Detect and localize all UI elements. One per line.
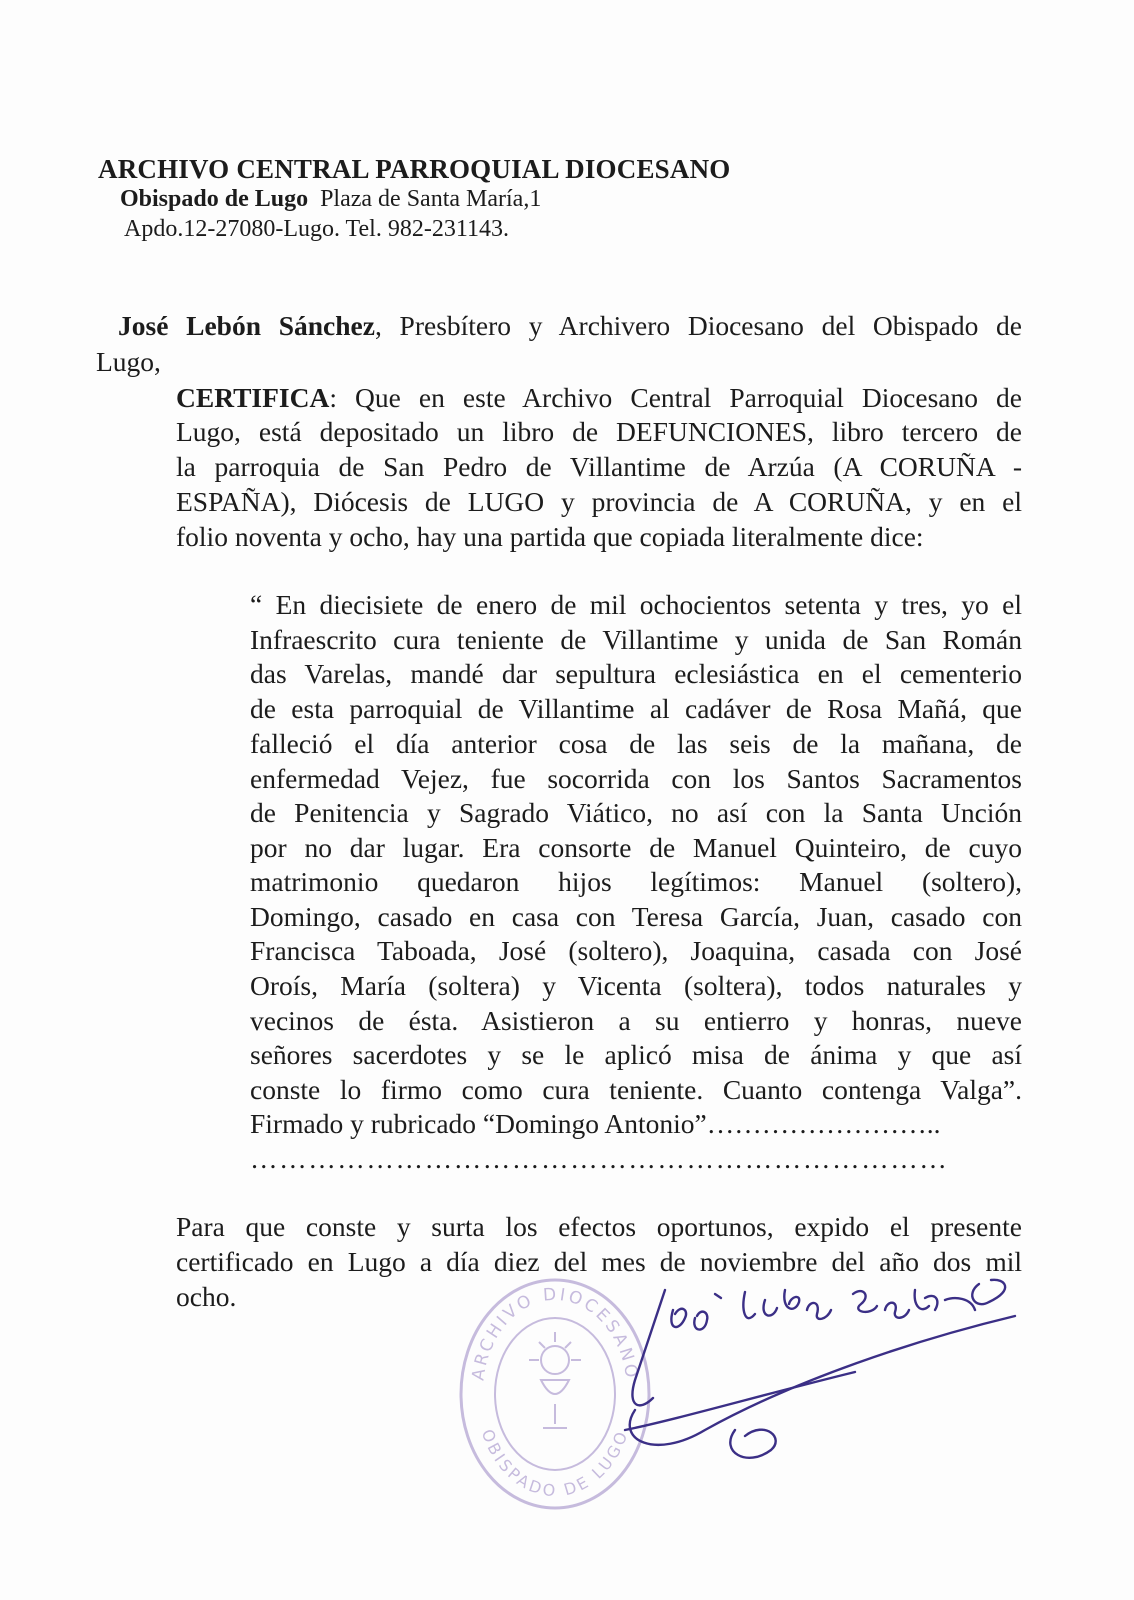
- stamp-bottom-text: OBISPADO DE LUGO: [477, 1426, 633, 1501]
- signer-line-2: Lugo,: [96, 346, 161, 377]
- transcript-line: vecinos de ésta. Asistieron a su entierro y honras, nueve: [250, 1005, 1022, 1036]
- certify-line-1: CERTIFICA: Que en este Archivo Central Parroquial Diocesano de: [176, 382, 1022, 413]
- closing-line: ocho.: [176, 1281, 237, 1312]
- bishopric-name: Obispado de Lugo: [120, 186, 309, 212]
- transcript-line: Infraescrito cura teniente de Villantime y unida de San Román: [250, 624, 1022, 655]
- transcript-line: señores sacerdotes y se le aplicó misa de ánima y que así: [250, 1039, 1022, 1070]
- address-line: [120, 186, 541, 213]
- closing-line: certificado en Lugo a día diez del mes de noviembre del año dos mil: [176, 1246, 1022, 1277]
- transcript-line: por no dar lugar. Era consorte de Manuel Quinteiro, de cuyo: [250, 832, 1022, 863]
- transcript-line: de esta parroquial de Villantime al cadáver de Rosa Mañá, que: [250, 693, 1022, 724]
- contact-line: Apdo.12-27080-Lugo. Tel. 982-231143.: [124, 216, 509, 242]
- transcript-line: Oroís, María (soltera) y Vicenta (soltera), todos naturales y: [250, 970, 1022, 1001]
- certify-line-4: ESPAÑA), Diócesis de LUGO y provincia de A CORUÑA, y en el: [176, 486, 1022, 517]
- stamp-top-text: ARCHIVO DIOCESANO: [468, 1284, 642, 1382]
- certifica-keyword: CERTIFICA: [176, 382, 330, 413]
- signer-line: [118, 310, 1022, 342]
- transcript-line: Domingo, casado en casa con Teresa García, Juan, casado con: [250, 901, 1022, 932]
- closing-line: Para que conste y surta los efectos oportunos, expido el presente: [176, 1211, 1022, 1242]
- transcript-line: “ En diecisiete de enero de mil ochocientos setenta y tres, yo el: [250, 589, 1022, 620]
- certify-line-2: Lugo, está depositado un libro de DEFUNCIONES, libro tercero de: [176, 416, 1022, 447]
- signer-role: , Presbítero y Archivero Diocesano del Obispado de: [374, 310, 1022, 341]
- transcript-line: matrimonio quedaron hijos legítimos: Manuel (soltero),: [250, 866, 1022, 897]
- transcript-line: falleció el día anterior cosa de las seis de la mañana, de: [250, 728, 1022, 759]
- transcript-line: conste lo firmo como cura teniente. Cuanto contenga Valga”.: [250, 1074, 1022, 1105]
- certify-line-3: la parroquia de San Pedro de Villantime de Arzúa (A CORUÑA -: [176, 451, 1022, 482]
- transcript-line: enfermedad Vejez, fue socorrida con los Santos Sacramentos: [250, 763, 1022, 794]
- handwritten-signature: [595, 1270, 1035, 1470]
- chalice-icon: [529, 1332, 581, 1428]
- certify-line-5: folio noventa y ocho, hay una partida que copiada literalmente dice:: [176, 521, 924, 552]
- street-address: Plaza de Santa María,1: [320, 186, 542, 212]
- transcript-line: de Penitencia y Sagrado Viático, no así con la Santa Unción: [250, 797, 1022, 828]
- archive-title: ARCHIVO CENTRAL PARROQUIAL DIOCESANO: [98, 154, 731, 184]
- dotted-fill-line: ………………………………………………………………: [250, 1143, 949, 1174]
- transcript-line: Firmado y rubricado “Domingo Antonio”……………………..: [250, 1108, 941, 1139]
- signer-name: José Lebón Sánchez: [118, 310, 375, 341]
- transcript-line: das Varelas, mandé dar sepultura eclesiástica en el cementerio: [250, 658, 1022, 689]
- transcript-line: Francisca Taboada, José (soltero), Joaquina, casada con José: [250, 935, 1022, 966]
